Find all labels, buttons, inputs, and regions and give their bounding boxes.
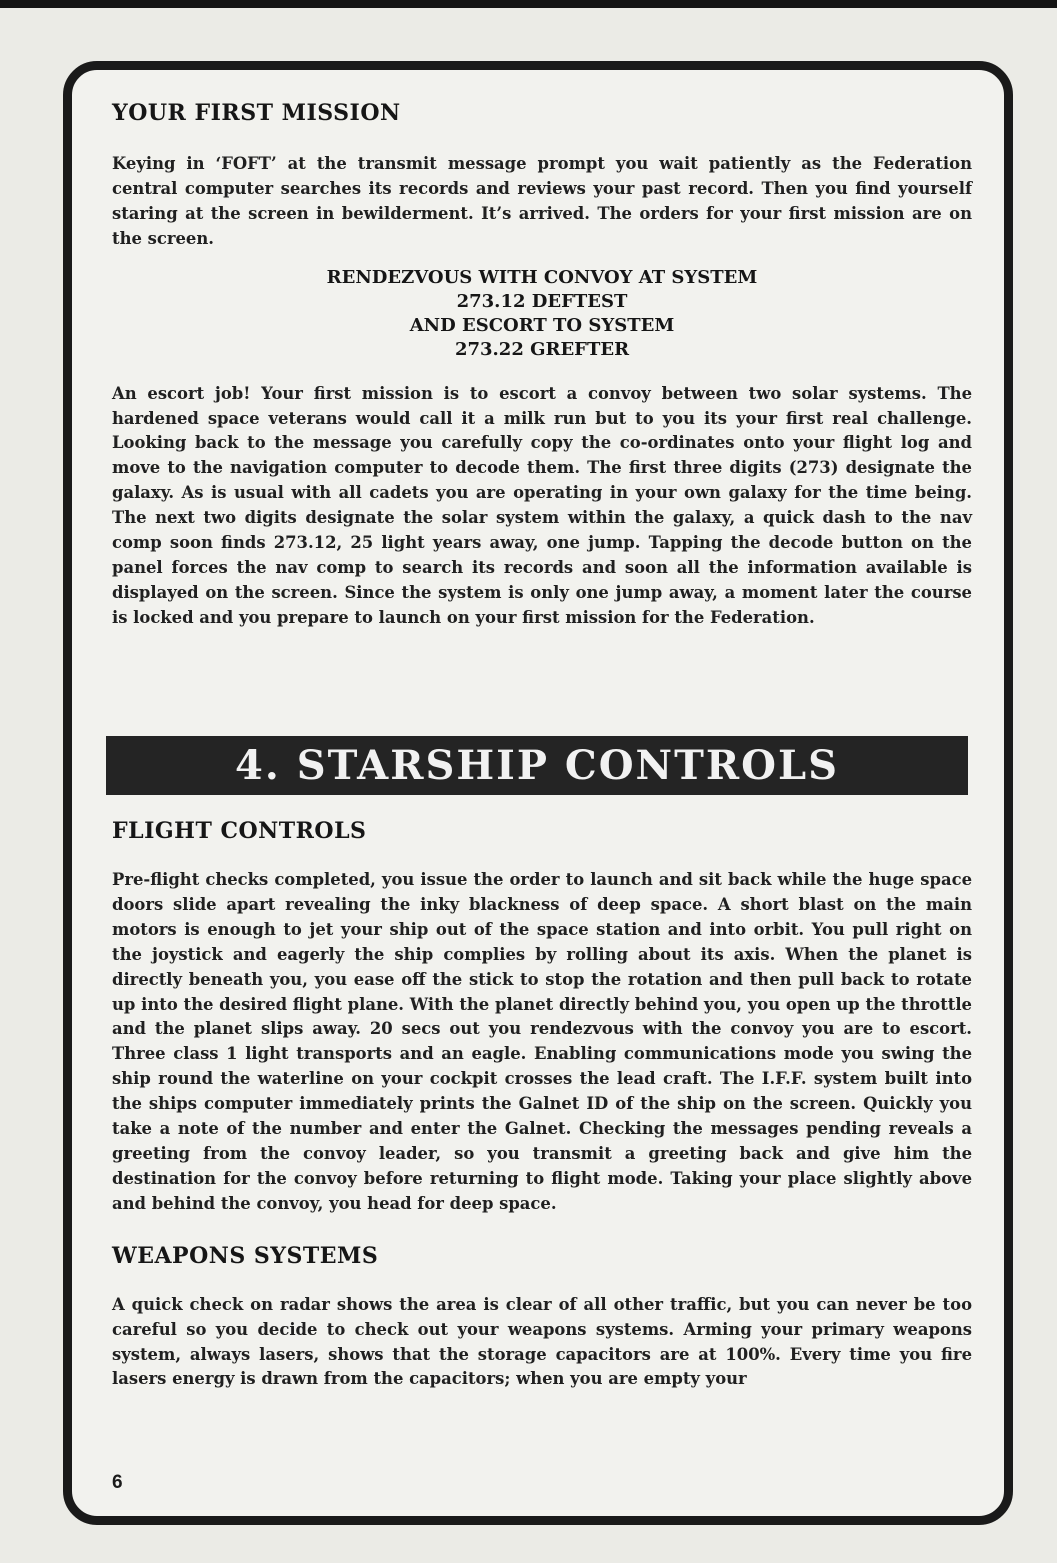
page-number: 6: [112, 1472, 123, 1493]
orders-line: AND ESCORT TO SYSTEM: [409, 314, 675, 336]
weapons-systems-paragraph: A quick check on radar shows the area is clear of all other traffic, but you can never be too careful so you decide to check out your weapons systems. Arming your primary weapons system, always lasers, shows that the storage capacitors are at 100%. Every time you fire lasers energy is drawn from the capacitors; when you are empty your: [112, 1294, 972, 1389]
page-frame: [63, 61, 1013, 1525]
mission-intro-paragraph: Keying in ‘FOFT’ at the transmit message prompt you wait patiently as the Federation central computer searches its records and reviews your past record. Then you find yourself staring at the screen in bewilderment. It’s arrived. The orders for your first mission are on the screen.: [112, 154, 972, 248]
weapons-systems-heading: WEAPONS SYSTEMS: [112, 1242, 379, 1269]
page-content-lower: [112, 818, 972, 1392]
flight-controls-heading: FLIGHT CONTROLS: [112, 818, 367, 844]
mission-orders: [112, 266, 972, 362]
mission-body-paragraph: An escort job! Your first mission is to escort a convoy between two solar systems. The hardened space veterans would call it a milk run but to you its your first real challenge. Looking back to the message you carefully copy the co-ordinates onto your flight log and move to the navigation computer to decode them. The first three digits (273) designate the galaxy. As is usual with all cadets you are operating in your own galaxy for the time being. The next two digits designate the solar system within the galaxy, a quick dash to the nav comp soon finds 273.12, 25 light years away, one jump. Tapping the decode button on the panel forces the nav comp to search its records and soon all the information available is displayed on the screen. Since the system is only one jump away, a moment later the course is locked and you prepare to launch on your first mission for the Federation.: [112, 383, 972, 627]
top-edge-rule: [0, 0, 1057, 8]
page-content: [112, 96, 972, 631]
orders-line: RENDEZVOUS WITH CONVOY AT SYSTEM: [326, 266, 758, 288]
chapter-title: 4. STARSHIP CONTROLS: [235, 742, 839, 789]
orders-line: 273.22 GREFTER: [454, 338, 630, 360]
mission-heading: YOUR FIRST MISSION: [112, 100, 401, 126]
flight-controls-paragraph: Pre-flight checks completed, you issue the order to launch and sit back while the huge space doors slide apart revealing the inky blackness of deep space. A short blast on the main motors is enough to jet your ship out of the space station and into orbit. You pull right on the joystick and eagerly the ship complies by rolling about its axis. When the planet is directly beneath you, you ease off the stick to stop the rotation and then pull back to rotate up into the desired flight plane. With the planet directly behind you, you open up the throttle and the planet slips away. 20 secs out you rendezvous with the convoy you are to escort. Three class 1 light transports and an eagle. Enabling communications mode you swing the ship round the waterline on your cockpit crosses the lead craft. The I.F.F. system built into the ships computer immediately prints the Galnet ID of the ship on the screen. Quickly you take a note of the number and enter the Galnet. Checking the messages pending reveals a greeting from the convoy leader, so you transmit a greeting back and give him the destination for the convoy before returning to flight mode. Taking your place slightly above and behind the convoy, you head for deep space.: [112, 870, 972, 1213]
chapter-banner: [106, 736, 968, 795]
orders-line: 273.12 DEFTEST: [456, 290, 628, 312]
